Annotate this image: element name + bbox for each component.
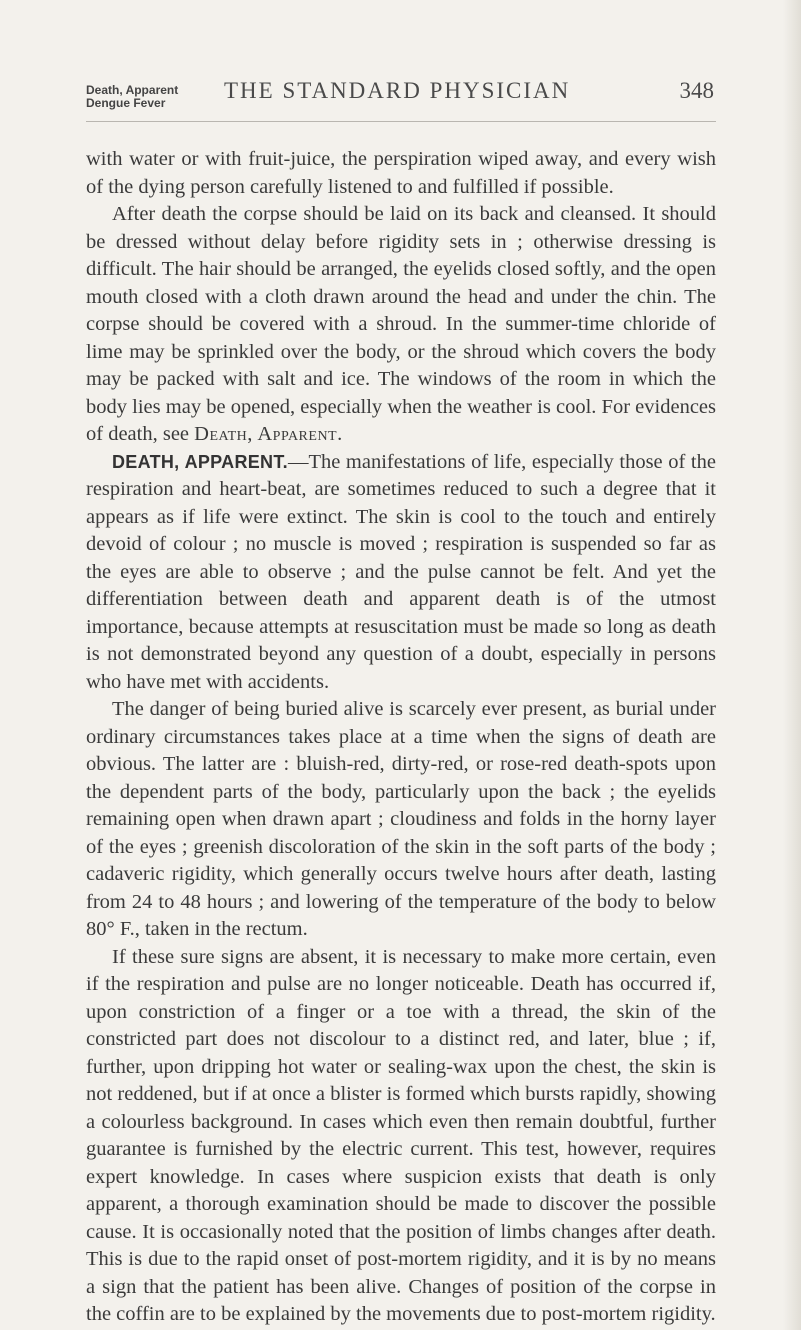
paragraph-4: The danger of being buried alive is scarcely ever present, as burial under ordinary circumstances takes place at a time when the signs of death are obvious. The latter are : bluish-red, dirty-red, or rose-red death-spots upon the dependent parts of the body, particularly upon the back ; the eyelids remaining open when drawn apart ; cloudiness and folds in the horny layer of the eyes ; greenish discoloration of the skin in the soft parts of the body ; cadaveric rigidity, which generally occurs twelve hours after death, lasting from 24 to 48 hours ; and lowering of the temperature of the body to below 80° F., taken in the rectum. — [86, 698, 716, 940]
body-text — [86, 146, 716, 1329]
page-edge-shadow — [783, 0, 801, 1330]
entry-text: —The manifestations of life, especially those of the respiration and heart-beat, are sometimes reduced to such a degree that it appears as if life were extinct. The skin is cool to the touch and entirely devoid of colour ; no muscle is moved ; respiration is suspended so far as the eyes are able to observe ; and the pulse cannot be felt. And yet the differentiation between death and apparent death is of the utmost importance, because attempts at resuscitation must be made so long as death is not demonstrated beyond any question of a doubt, especially in persons who have met with accidents. — [86, 450, 716, 693]
running-head-line1: Death, Apparent — [86, 83, 179, 97]
entry-heading: DEATH, APPARENT. — [112, 451, 288, 472]
header-rule — [86, 121, 716, 122]
paragraph-2-text: After death the corpse should be laid on its back and cleansed. It should be dressed without delay before rigidity sets in ; otherwise dressing is difficult. The hair should be arranged, the eyelids closed softly, and the open mouth closed with a cloth drawn around the head and under the chin. The corpse should be covered with a shroud. In the summer-time chloride of lime may be sprinkled over the body, or the shroud which covers the body may be packed with salt and ice. The windows of the room in which the body lies may be opened, especially when the weather is cool. For evidences of death, see — [86, 203, 716, 445]
paragraph-1 — [86, 146, 716, 201]
paragraph-5: If these sure signs are absent, it is necessary to make more certain, even if the respiration and pulse are no longer noticeable. Death has occurred if, upon constriction of a finger or a toe with a thread, the skin of the constricted part does not discolour to a distinct red, and later, blue ; if, further, upon dripping hot water or sealing-wax upon the chest, the skin is not reddened, but if at once a blister is formed which bursts rapidly, showing a colourless background. In cases which even then remain doubtful, further guarantee is furnished by the electric current. This test, however, requires expert knowledge. In cases where suspicion exists that death is only apparent, a thorough examination should be made to discover the possible cause. It is occasionally noted that the position of limbs changes after death. This is due to the rapid onset of post-mortem rigidity, and it is by no means a sign that the patient has been alive. Changes of position of the corpse in the coffin are to be explained by the movements due to post-mortem rigidity. — [86, 945, 716, 1325]
entry-death-apparent — [86, 449, 716, 697]
paragraph-2 — [86, 201, 716, 449]
running-head-line2: Dengue Fever — [86, 96, 166, 110]
paragraph-1-text: with water or with fruit-juice, the perspiration wiped away, and every wish of the dying person carefully listened to and fulfilled if possible. — [86, 148, 716, 198]
book-title: THE STANDARD PHYSICIAN — [224, 78, 571, 103]
page-header — [86, 78, 714, 122]
running-head — [86, 84, 178, 110]
cross-reference: Death, Apparent. — [194, 423, 343, 445]
page-number: 348 — [679, 78, 714, 103]
